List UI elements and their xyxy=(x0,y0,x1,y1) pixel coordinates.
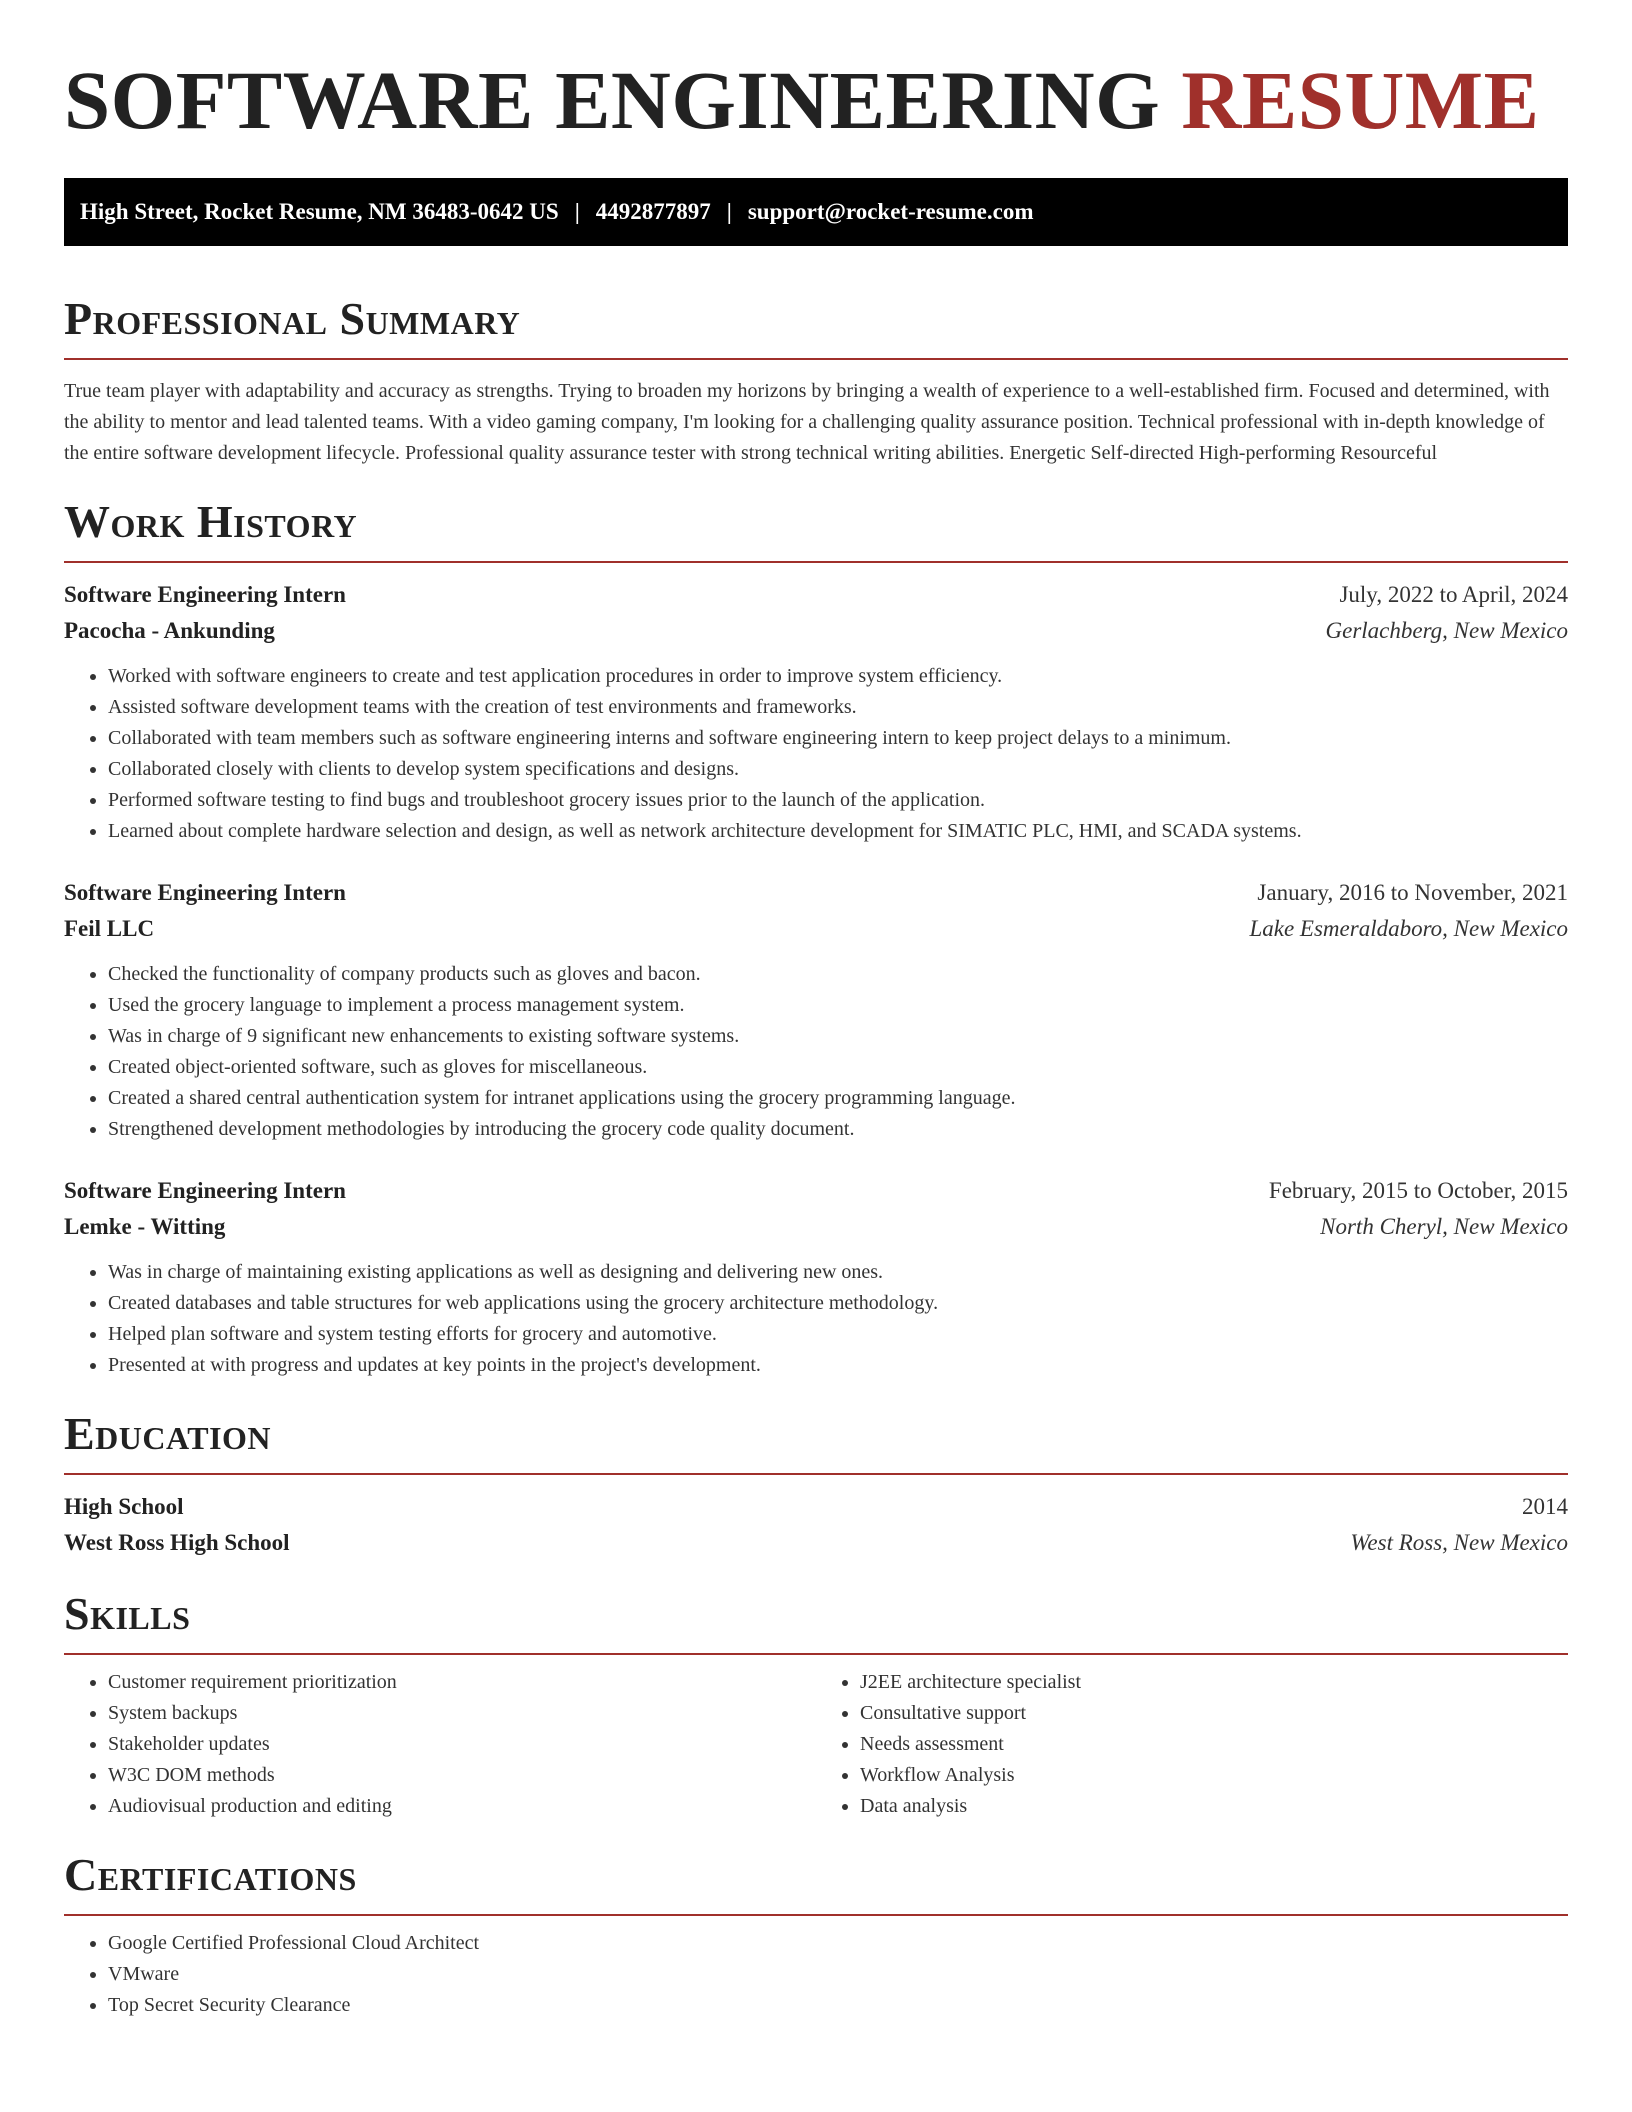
contact-email[interactable]: support@rocket-resume.com xyxy=(747,199,1034,224)
job-title: Software Engineering Intern xyxy=(64,582,346,607)
contact-separator: | xyxy=(574,199,580,224)
job-header xyxy=(64,577,1568,613)
job-location: Lake Esmeraldaboro, New Mexico xyxy=(1249,916,1568,941)
skill-item: • Needs assessment xyxy=(860,1729,1568,1760)
list-item: • Assisted software development teams with the creation of test environments and frameworks. xyxy=(108,692,1568,723)
job-bullets xyxy=(64,1257,1568,1381)
skills-list-right xyxy=(816,1667,1568,1822)
job-subheader xyxy=(64,911,1568,947)
resume-title xyxy=(64,50,1568,150)
contact-bar xyxy=(64,178,1568,246)
job-company: Lemke - Witting xyxy=(64,1214,226,1239)
certification-item: • Google Certified Professional Cloud Architect xyxy=(108,1928,1568,1959)
skill-item: • Audiovisual production and editing xyxy=(108,1791,816,1822)
work-history-section xyxy=(64,495,1568,1381)
skill-item: • Consultative support xyxy=(860,1698,1568,1729)
section-heading-education: Education xyxy=(64,1408,272,1459)
list-item: • Worked with software engineers to create and test application procedures in order to improve system efficiency. xyxy=(108,661,1568,692)
list-item: • Collaborated closely with clients to develop system specifications and designs. xyxy=(108,754,1568,785)
list-item: • Collaborated with team members such as software engineering interns and software engineering intern to keep project delays to a minimum. xyxy=(108,723,1568,754)
contact-address: High Street, Rocket Resume, NM 36483-0642 US xyxy=(80,199,559,224)
skill-item: • J2EE architecture specialist xyxy=(860,1667,1568,1698)
skills-list-left xyxy=(64,1667,816,1822)
list-item: • Helped plan software and system testing efforts for grocery and automotive. xyxy=(108,1319,1568,1350)
job-entry xyxy=(64,1173,1568,1381)
section-heading-work-history: Work History xyxy=(64,496,358,547)
list-item: • Created object-oriented software, such as gloves for miscellaneous. xyxy=(108,1052,1568,1083)
contact-separator: | xyxy=(726,199,732,224)
education-school: West Ross High School xyxy=(64,1530,290,1555)
job-dates: July, 2022 to April, 2024 xyxy=(1339,582,1568,607)
job-title: Software Engineering Intern xyxy=(64,880,346,905)
certification-item: • Top Secret Security Clearance xyxy=(108,1990,1568,2021)
skill-item: • Workflow Analysis xyxy=(860,1760,1568,1791)
skill-item: • System backups xyxy=(108,1698,816,1729)
skill-item: • Data analysis xyxy=(860,1791,1568,1822)
education-location: West Ross, New Mexico xyxy=(1350,1530,1568,1555)
education-degree: High School xyxy=(64,1494,184,1519)
skill-item: • W3C DOM methods xyxy=(108,1760,816,1791)
skill-item: • Customer requirement prioritization xyxy=(108,1667,816,1698)
job-location: North Cheryl, New Mexico xyxy=(1320,1214,1568,1239)
title-main: SOFTWARE ENGINEERING xyxy=(64,54,1182,146)
job-entry xyxy=(64,577,1568,847)
education-header xyxy=(64,1489,1568,1525)
job-company: Pacocha - Ankunding xyxy=(64,618,275,643)
job-header xyxy=(64,1173,1568,1209)
job-bullets xyxy=(64,661,1568,847)
certifications-section xyxy=(64,1848,1568,2021)
section-divider xyxy=(64,1914,1568,1916)
education-subheader xyxy=(64,1525,1568,1561)
list-item: • Performed software testing to find bugs and troubleshoot grocery issues prior to the launch of the application. xyxy=(108,785,1568,816)
contact-phone[interactable]: 4492877897 xyxy=(595,199,711,224)
job-location: Gerlachberg, New Mexico xyxy=(1325,618,1568,643)
list-item: • Presented at with progress and updates at key points in the project's development. xyxy=(108,1350,1568,1381)
certification-item: • VMware xyxy=(108,1959,1568,1990)
section-divider xyxy=(64,561,1568,563)
summary-text: True team player with adaptability and accuracy as strengths. Trying to broaden my horizons by bringing a wealth of experience to a well-established firm. Focused and determined, with the ability to mentor and lead talented teams. With a video gaming company, I'm looking for a challenging quality assurance position. Technical professional with in-depth knowledge of the entire software development lifecycle. Professional quality assurance tester with strong technical writing abilities. Energetic Self-directed High-performing Resourceful xyxy=(64,380,1550,464)
education-year: 2014 xyxy=(1522,1494,1568,1519)
list-item: • Used the grocery language to implement a process management system. xyxy=(108,990,1568,1021)
skills-grid xyxy=(64,1667,1568,1822)
list-item: • Was in charge of maintaining existing applications as well as designing and delivering new ones. xyxy=(108,1257,1568,1288)
section-heading-summary: Professional Summary xyxy=(64,293,521,344)
skills-section xyxy=(64,1587,1568,1822)
job-dates: February, 2015 to October, 2015 xyxy=(1268,1178,1568,1203)
job-title: Software Engineering Intern xyxy=(64,1178,346,1203)
certifications-list xyxy=(64,1928,1568,2021)
education-entry xyxy=(64,1489,1568,1561)
job-bullets xyxy=(64,959,1568,1145)
skill-item: • Stakeholder updates xyxy=(108,1729,816,1760)
section-divider xyxy=(64,1653,1568,1655)
title-accent: RESUME xyxy=(1181,54,1540,146)
summary-section xyxy=(64,292,1568,469)
list-item: • Was in charge of 9 significant new enhancements to existing software systems. xyxy=(108,1021,1568,1052)
list-item: • Created databases and table structures for web applications using the grocery architecture methodology. xyxy=(108,1288,1568,1319)
job-subheader xyxy=(64,613,1568,649)
job-dates: January, 2016 to November, 2021 xyxy=(1257,880,1568,905)
job-subheader xyxy=(64,1209,1568,1245)
section-heading-skills: Skills xyxy=(64,1588,191,1639)
job-company: Feil LLC xyxy=(64,916,155,941)
job-header xyxy=(64,875,1568,911)
section-divider xyxy=(64,1473,1568,1475)
section-heading-certifications: Certifications xyxy=(64,1849,357,1900)
job-entry xyxy=(64,875,1568,1145)
education-section xyxy=(64,1407,1568,1561)
list-item: • Strengthened development methodologies by introducing the grocery code quality document. xyxy=(108,1114,1568,1145)
list-item: • Learned about complete hardware selection and design, as well as network architecture development for SIMATIC PLC, HMI, and SCADA systems. xyxy=(108,816,1568,847)
list-item: • Created a shared central authentication system for intranet applications using the grocery programming language. xyxy=(108,1083,1568,1114)
section-divider xyxy=(64,358,1568,360)
list-item: • Checked the functionality of company products such as gloves and bacon. xyxy=(108,959,1568,990)
